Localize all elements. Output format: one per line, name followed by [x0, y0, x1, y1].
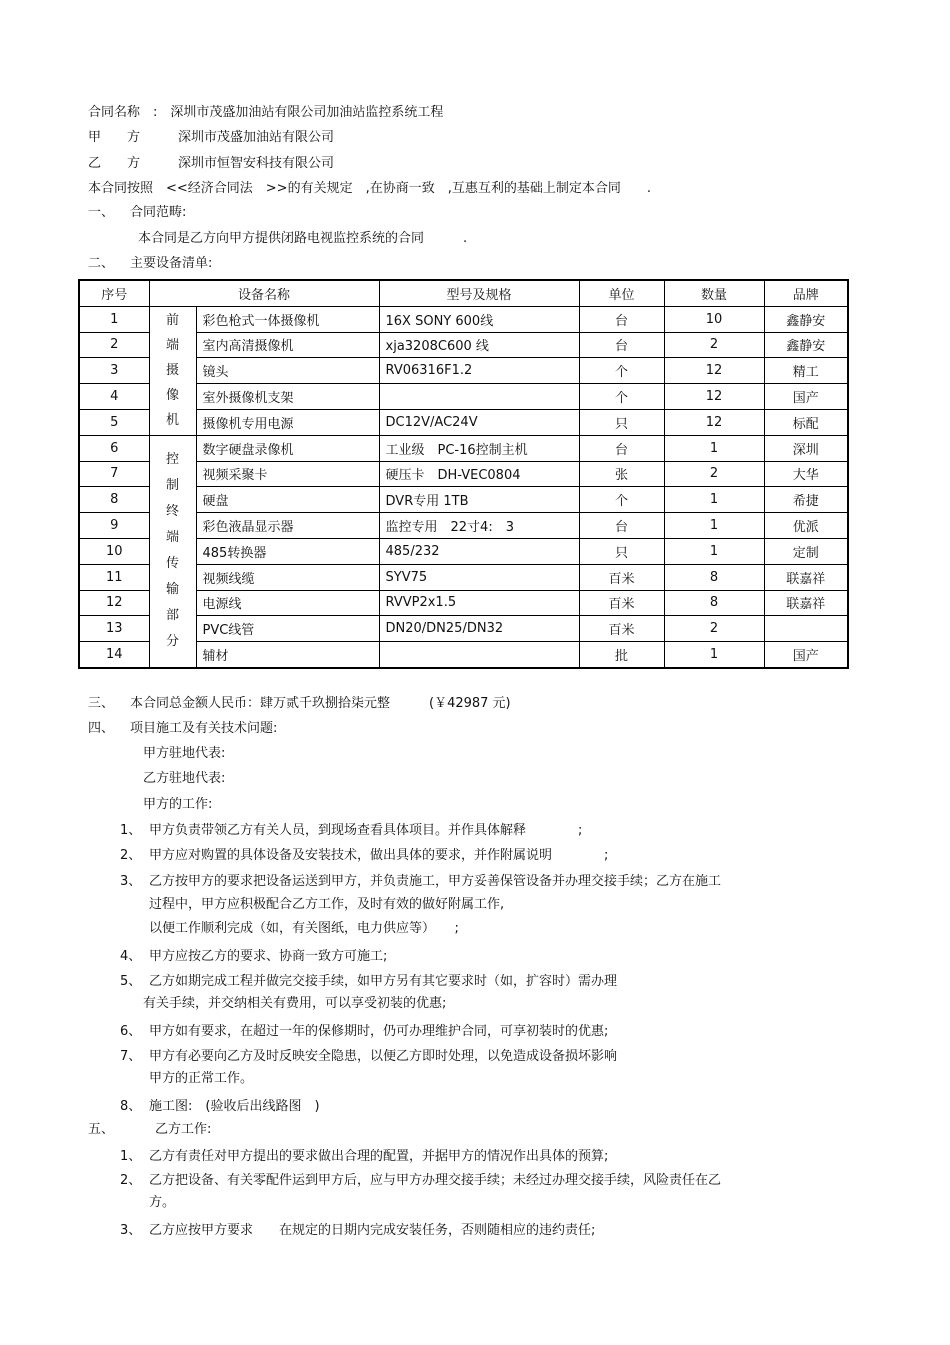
row-no: 2: [79, 332, 149, 358]
header-qty: 数量: [664, 280, 764, 306]
row-name: 485转换器: [196, 538, 379, 564]
category-char: 制: [165, 478, 179, 494]
list-item-number: 1、: [120, 823, 142, 838]
row-model: [379, 642, 579, 668]
party-a-label: 甲 方: [88, 130, 141, 145]
party-b-representative: 乙方驻地代表:: [143, 771, 226, 786]
row-model: 485/232: [379, 538, 579, 564]
party-a-name: 深圳市茂盛加油站有限公司: [178, 130, 335, 145]
row-model: SYV75: [379, 564, 579, 590]
table-row: [79, 306, 848, 332]
section4-number: 四、: [88, 721, 115, 736]
section5-title: 乙方工作:: [155, 1122, 212, 1137]
row-model: xja3208C600 线: [379, 332, 579, 358]
list-item-number: 1、: [120, 1149, 142, 1164]
category-char: 像: [165, 388, 179, 404]
section2-title: 主要设备清单:: [130, 256, 213, 271]
row-unit: 个: [579, 487, 664, 513]
row-qty: 2: [664, 461, 764, 487]
row-qty: 1: [664, 487, 764, 513]
list-item: 甲方负责带领乙方有关人员，到现场查看具体项目。并作具体解释 ;: [149, 823, 583, 838]
row-no: 12: [79, 590, 149, 616]
row-name: 视频线缆: [196, 564, 379, 590]
row-model: RV06316F1.2: [379, 358, 579, 384]
equipment-table: [78, 279, 849, 669]
row-name: PVC线管: [196, 616, 379, 642]
row-name: 彩色枪式一体摄像机: [196, 306, 379, 332]
row-qty: 10: [664, 306, 764, 332]
row-model: 硬压卡 DH-VEC0804: [379, 461, 579, 487]
category-char: 分: [165, 634, 179, 650]
row-name: 彩色液晶显示器: [196, 513, 379, 539]
section2-number: 二、: [88, 256, 115, 271]
category-char: 摄: [165, 363, 179, 379]
category-char: 端: [165, 530, 179, 546]
row-qty: 1: [664, 642, 764, 668]
list-item-number: 6、: [120, 1024, 142, 1039]
row-no: 14: [79, 642, 149, 668]
row-model: RVVP2x1.5: [379, 590, 579, 616]
list-item-number: 5、: [120, 974, 142, 989]
section1-title: 合同范畴:: [130, 205, 187, 220]
category-char: 前: [165, 313, 179, 329]
list-item: 甲方应按乙方的要求、协商一致方可施工;: [149, 949, 388, 964]
row-unit: 台: [579, 435, 664, 461]
list-item-number: 8、: [120, 1099, 142, 1114]
header-model: 型号及规格: [379, 280, 579, 306]
category-char: 端: [165, 338, 179, 354]
list-item: 乙方把设备、有关零配件运到甲方后，应与甲方办理交接手续；未经过办理交接手续，风险责任在乙: [149, 1173, 722, 1188]
row-brand: 国产: [764, 642, 848, 668]
row-unit: 台: [579, 332, 664, 358]
row-model: DVR专用 1TB: [379, 487, 579, 513]
row-qty: 2: [664, 332, 764, 358]
section4-title: 项目施工及有关技术问题:: [130, 721, 278, 736]
row-brand: 标配: [764, 409, 848, 435]
party-b-name: 深圳市恒智安科技有限公司: [178, 156, 335, 171]
row-name: 视频采聚卡: [196, 461, 379, 487]
row-brand: 优派: [764, 513, 848, 539]
row-model: [379, 384, 579, 410]
section1-body: 本合同是乙方向甲方提供闭路电视监控系统的合同 .: [138, 231, 468, 246]
list-item-number: 3、: [120, 874, 142, 889]
list-item: 乙方有责任对甲方提出的要求做出合理的配置，并据甲方的情况作出具体的预算;: [149, 1149, 609, 1164]
list-item-number: 7、: [120, 1049, 142, 1064]
row-no: 5: [79, 409, 149, 435]
list-item: 乙方如期完成工程并做完交接手续，如甲方另有其它要求时（如，扩容时）需办理: [149, 974, 618, 989]
row-qty: 12: [664, 409, 764, 435]
row-unit: 只: [579, 538, 664, 564]
row-unit: 台: [579, 513, 664, 539]
row-brand: 精工: [764, 358, 848, 384]
header-brand: 品牌: [764, 280, 848, 306]
row-no: 13: [79, 616, 149, 642]
section3-number: 三、: [88, 696, 115, 711]
row-brand: 鑫静安: [764, 332, 848, 358]
list-item-number: 2、: [120, 1173, 142, 1188]
section3-total-amount: 本合同总金额人民币：肆万贰千玖捌拾柒元整 (￥42987 元): [130, 696, 511, 711]
category-char: 部: [165, 608, 179, 624]
party-a-work-title: 甲方的工作:: [143, 797, 213, 812]
row-name: 数字硬盘录像机: [196, 435, 379, 461]
list-item-continued: 过程中，甲方应积极配合乙方工作，及时有效的做好附属工作,: [149, 897, 505, 912]
row-qty: 8: [664, 564, 764, 590]
row-qty: 1: [664, 513, 764, 539]
list-item-number: 3、: [120, 1223, 142, 1238]
row-model: DN20/DN25/DN32: [379, 616, 579, 642]
row-unit: 个: [579, 358, 664, 384]
row-brand: 鑫静安: [764, 306, 848, 332]
list-item-continued: 以便工作顺利完成（如，有关图纸，电力供应等） ;: [149, 921, 459, 936]
category-control-transmission: [149, 435, 196, 668]
row-no: 6: [79, 435, 149, 461]
row-unit: 百米: [579, 616, 664, 642]
row-unit: 百米: [579, 564, 664, 590]
row-no: 8: [79, 487, 149, 513]
list-item: 乙方按甲方的要求把设备运送到甲方，并负责施工，甲方妥善保管设备并办理交接手续；乙方在施工: [149, 874, 722, 889]
list-item: 施工图: (验收后出线路图 ): [149, 1099, 320, 1114]
row-no: 9: [79, 513, 149, 539]
party-b-label: 乙 方: [88, 156, 141, 171]
row-unit: 台: [579, 306, 664, 332]
row-name: 室内高清摄像机: [196, 332, 379, 358]
category-char: 终: [165, 504, 179, 520]
row-unit: 只: [579, 409, 664, 435]
row-brand: 联嘉祥: [764, 564, 848, 590]
row-no: 7: [79, 461, 149, 487]
row-qty: 12: [664, 358, 764, 384]
list-item: 甲方有必要向乙方及时反映安全隐患，以便乙方即时处理，以免造成设备损坏影响: [149, 1049, 618, 1064]
row-no: 3: [79, 358, 149, 384]
row-brand: 深圳: [764, 435, 848, 461]
row-brand: 联嘉祥: [764, 590, 848, 616]
row-brand: 定制: [764, 538, 848, 564]
row-name: 硬盘: [196, 487, 379, 513]
row-model: 监控专用 22寸4: 3: [379, 513, 579, 539]
row-no: 4: [79, 384, 149, 410]
row-name: 镜头: [196, 358, 379, 384]
category-front-camera: [149, 306, 196, 435]
row-brand: 国产: [764, 384, 848, 410]
row-name: 电源线: [196, 590, 379, 616]
row-model: 16X SONY 600线: [379, 306, 579, 332]
row-name: 室外摄像机支架: [196, 384, 379, 410]
list-item-number: 2、: [120, 848, 142, 863]
category-char: 传: [165, 556, 179, 572]
row-brand: [764, 616, 848, 642]
row-unit: 张: [579, 461, 664, 487]
list-item-continued: 有关手续，并交纳相关有费用，可以享受初装的优惠;: [143, 996, 447, 1011]
row-no: 1: [79, 306, 149, 332]
row-brand: 大华: [764, 461, 848, 487]
contract-intro: 本合同按照 <<经济合同法 >>的有关规定 ,在协商一致 ,互惠互利的基础上制定本合同 .: [88, 181, 651, 196]
row-no: 10: [79, 538, 149, 564]
list-item-continued: 甲方的正常工作。: [149, 1071, 254, 1086]
section5-number: 五、: [88, 1122, 115, 1137]
row-no: 11: [79, 564, 149, 590]
row-qty: 1: [664, 435, 764, 461]
category-char: 控: [165, 452, 179, 468]
table-header-row: [79, 280, 848, 306]
party-a-representative: 甲方驻地代表:: [143, 746, 226, 761]
header-unit: 单位: [579, 280, 664, 306]
row-model: DC12V/AC24V: [379, 409, 579, 435]
row-unit: 批: [579, 642, 664, 668]
section1-number: 一、: [88, 205, 115, 220]
table-row: [79, 435, 848, 461]
row-qty: 12: [664, 384, 764, 410]
row-brand: 希捷: [764, 487, 848, 513]
list-item: 甲方应对购置的具体设备及安装技术，做出具体的要求，并作附属说明 ;: [149, 848, 609, 863]
row-unit: 个: [579, 384, 664, 410]
category-char: 输: [165, 582, 179, 598]
row-qty: 2: [664, 616, 764, 642]
list-item: 甲方如有要求，在超过一年的保修期时，仍可办理维护合同，可享初装时的优惠;: [149, 1024, 609, 1039]
row-name: 摄像机专用电源: [196, 409, 379, 435]
row-unit: 百米: [579, 590, 664, 616]
header-name: 设备名称: [149, 280, 379, 306]
row-qty: 8: [664, 590, 764, 616]
contract-name: 合同名称 : 深圳市茂盛加油站有限公司加油站监控系统工程: [88, 105, 444, 120]
row-qty: 1: [664, 538, 764, 564]
list-item-number: 4、: [120, 949, 142, 964]
list-item-continued: 方。: [149, 1195, 176, 1210]
category-char: 机: [165, 413, 179, 429]
list-item: 乙方应按甲方要求 在规定的日期内完成安装任务，否则随相应的违约责任;: [149, 1223, 596, 1238]
row-model: 工业级 PC-16控制主机: [379, 435, 579, 461]
row-name: 辅材: [196, 642, 379, 668]
header-no: 序号: [79, 280, 149, 306]
